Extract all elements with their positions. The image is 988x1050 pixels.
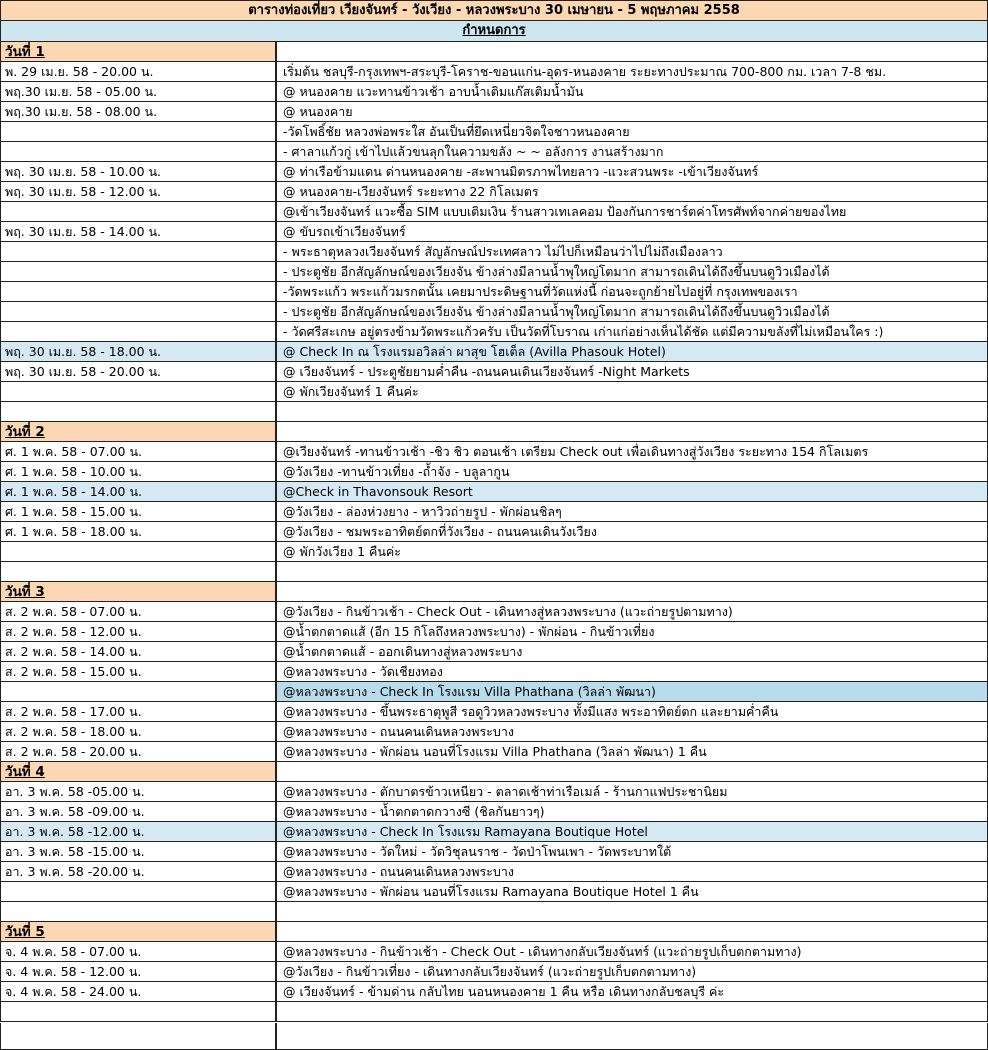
itinerary-row [0, 102, 988, 122]
time-cell: ส. 2 พ.ค. 58 - 17.00 น. [0, 702, 277, 721]
time-cell: จ. 4 พ.ค. 58 - 12.00 น. [0, 962, 277, 981]
time-cell: ส. 2 พ.ค. 58 - 18.00 น. [0, 722, 277, 741]
time-cell: อา. 3 พ.ค. 58 -15.00 น. [0, 842, 277, 861]
filler-time-cell [0, 1023, 277, 1049]
time-cell: อา. 3 พ.ค. 58 -05.00 น. [0, 782, 277, 801]
itinerary-row [0, 662, 988, 682]
time-cell: พฤ. 30 เม.ย. 58 - 12.00 น. [0, 182, 277, 201]
day-label-text: วันที่ 1 [5, 44, 45, 60]
time-cell [0, 542, 277, 561]
time-cell: ศ. 1 พ.ค. 58 - 14.00 น. [0, 482, 277, 501]
itinerary-row [0, 682, 988, 702]
time-cell [0, 282, 277, 301]
itinerary-row [0, 962, 988, 982]
itinerary-row [0, 462, 988, 482]
sheet-title: ตารางท่องเที่ยว เวียงจันทร์ - วังเวียง - หลวงพระบาง 30 เมษายน - 5 พฤษภาคม 2558 [0, 0, 988, 21]
activity-cell: @ Check In ณ โรงแรมอวิลล่า ผาสุข โฮเต็ล (Avilla Phasouk Hotel) [277, 342, 988, 361]
activity-cell: @หลวงพระบาง - ตักบาตรข้าวเหนียว - ตลาดเช้าท่าเรือเมล์ - ร้านกาแฟประชานิยม [277, 782, 988, 801]
activity-cell: @ ท่าเรือข้ามแดน ด่านหนองคาย -สะพานมิตรภาพไทยลาว -แวะสวนพระ -เข้าเวียงจันทร์ [277, 162, 988, 181]
activity-cell: @น้ำตกตาดแส้ (อีก 15 กิโลถึงหลวงพระบาง) - พักผ่อน - กินข้าวเที่ยง [277, 622, 988, 641]
activity-cell: @ หนองคาย [277, 102, 988, 121]
time-cell: อา. 3 พ.ค. 58 -20.00 น. [0, 862, 277, 881]
time-cell [0, 382, 277, 401]
time-cell [0, 562, 277, 581]
activity-cell: @น้ำตกตาดแส้ - ออกเดินทางสู่หลวงพระบาง [277, 642, 988, 661]
activity-cell: @เข้าเวียงจันทร์ แวะซื้อ SIM แบบเติมเงิน ร้านสาวเทเลคอม ป้องกันการชาร์ตค่าโทรศัพท์จากค่ายของไทย [277, 202, 988, 221]
day-header-row [0, 42, 988, 62]
itinerary-row [0, 382, 988, 402]
sheet-subtitle: กำหนดการ [0, 21, 988, 42]
activity-cell [277, 562, 988, 581]
time-cell: จ. 4 พ.ค. 58 - 24.00 น. [0, 982, 277, 1001]
itinerary-row [0, 782, 988, 802]
activity-cell: - พระธาตุหลวงเวียงจันทร์ สัญลักษณ์ประเทศลาว ไม่ไปก็เหมือนว่าไปไม่ถึงเมืองลาว [277, 242, 988, 261]
itinerary-row [0, 242, 988, 262]
activity-cell: @หลวงพระบาง - ถนนคนเดินหลวงพระบาง [277, 722, 988, 741]
day-label-text: วันที่ 2 [5, 424, 45, 440]
activity-cell: @ หนองคาย-เวียงจันทร์ ระยะทาง 22 กิโลเมตร [277, 182, 988, 201]
itinerary-row [0, 342, 988, 362]
time-cell: พฤ. 30 เม.ย. 58 - 14.00 น. [0, 222, 277, 241]
activity-cell: @หลวงพระบาง - วัดใหม่ - วัดวิชุลนราช - วัดป่าโพนเพา - วัดพระบาทใต้ [277, 842, 988, 861]
activity-cell: @หลวงพระบาง - พักผ่อน นอนที่โรงแรม Villa Phathana (วิลล่า พัฒนา) 1 คืน [277, 742, 988, 761]
itinerary-row [0, 222, 988, 242]
time-cell: อา. 3 พ.ค. 58 -12.00 น. [0, 822, 277, 841]
activity-cell: @หลวงพระบาง - พักผ่อน นอนที่โรงแรม Ramayana Boutique Hotel 1 คืน [277, 882, 988, 901]
table-bottom-filler [0, 1023, 988, 1050]
time-cell: พฤ. 30 เม.ย. 58 - 18.00 น. [0, 342, 277, 361]
time-cell [0, 882, 277, 901]
time-cell: ส. 2 พ.ค. 58 - 12.00 น. [0, 622, 277, 641]
time-cell: พฤ.30 เม.ย. 58 - 08.00 น. [0, 102, 277, 121]
time-cell: ศ. 1 พ.ค. 58 - 10.00 น. [0, 462, 277, 481]
time-cell [0, 1002, 277, 1021]
time-cell [0, 242, 277, 261]
itinerary-row [0, 622, 988, 642]
itinerary-row [0, 182, 988, 202]
activity-cell: @หลวงพระบาง - วัดเชียงทอง [277, 662, 988, 681]
activity-cell: @เวียงจันทร์ -ทานข้าวเช้า -ชิว ชิว ตอนเช้า เตรียม Check out เพื่อเดินทางสู่วังเวียง ระยะทาง 154 กิโลเมตร [277, 442, 988, 461]
time-cell [0, 302, 277, 321]
itinerary-row [0, 322, 988, 342]
day-header-row [0, 582, 988, 602]
time-cell: ส. 2 พ.ค. 58 - 14.00 น. [0, 642, 277, 661]
activity-cell: เริ่มต้น ชลบุรี-กรุงเทพฯ-สระบุรี-โคราช-ขอนแก่น-อุดร-หนองคาย ระยะทางประมาณ 700-800 กม. เวลา 7-8 ชม. [277, 62, 988, 81]
itinerary-row [0, 262, 988, 282]
itinerary-row [0, 982, 988, 1002]
itinerary-row [0, 542, 988, 562]
activity-cell: @ หนองคาย แวะทานข้าวเช้า อาบน้ำเติมแก๊สเติมน้ำมัน [277, 82, 988, 101]
activity-cell [277, 1002, 988, 1021]
activity-cell: @ เวียงจันทร์ - ประตูชัยยามค่ำคืน -ถนนคนเดินเวียงจันทร์ -Night Markets [277, 362, 988, 381]
activity-cell [277, 582, 988, 601]
activity-cell [277, 422, 988, 441]
day-header-row [0, 762, 988, 782]
activity-cell: @วังเวียง - ชมพระอาทิตย์ตกที่วังเวียง - ถนนคนเดินวังเวียง [277, 522, 988, 541]
day-label-text: วันที่ 5 [5, 924, 45, 940]
activity-cell: @หลวงพระบาง - Check In โรงแรม Ramayana Boutique Hotel [277, 822, 988, 841]
itinerary-row [0, 722, 988, 742]
itinerary-row [0, 522, 988, 542]
day-label-text: วันที่ 3 [5, 584, 45, 600]
time-cell: จ. 4 พ.ค. 58 - 07.00 น. [0, 942, 277, 961]
time-cell: พฤ.30 เม.ย. 58 - 05.00 น. [0, 82, 277, 101]
itinerary-row [0, 142, 988, 162]
day-header-row [0, 922, 988, 942]
itinerary-row [0, 162, 988, 182]
time-cell: ศ. 1 พ.ค. 58 - 18.00 น. [0, 522, 277, 541]
day-header-row [0, 422, 988, 442]
activity-cell: -วัดโพธิ์ชัย หลวงพ่อพระใส อันเป็นที่ยึดเหนี่ยวจิตใจชาวหนองคาย [277, 122, 988, 141]
time-cell [0, 682, 277, 701]
activity-cell: @วังเวียง - ล่องห่วงยาง - หาวิวถ่ายรูป - พักผ่อนชิลๆ [277, 502, 988, 521]
time-cell [0, 122, 277, 141]
itinerary-row [0, 82, 988, 102]
activity-cell [277, 922, 988, 941]
time-cell [0, 322, 277, 341]
activity-cell: @หลวงพระบาง - ขึ้นพระธาตุพูสี รอดูวิวหลวงพระบาง ทั้งมีแสง พระอาทิตย์ตก และยามค่ำคืน [277, 702, 988, 721]
time-cell: พฤ. 30 เม.ย. 58 - 10.00 น. [0, 162, 277, 181]
time-cell: ส. 2 พ.ค. 58 - 07.00 น. [0, 602, 277, 621]
time-cell: พ. 29 เม.ย. 58 - 20.00 น. [0, 62, 277, 81]
time-cell: ศ. 1 พ.ค. 58 - 15.00 น. [0, 502, 277, 521]
activity-cell: @ พักเวียงจันทร์ 1 คืนค่ะ [277, 382, 988, 401]
time-cell [0, 262, 277, 281]
activity-cell: - ประตูชัย อีกสัญลักษณ์ของเวียงจัน ข้างล่างมีลานน้ำพุใหญ่โตมาก สามารถเดินได้ถึงขึ้นบนดูวิวเมืองได้ [277, 262, 988, 281]
day-label [0, 422, 277, 441]
itinerary-row [0, 502, 988, 522]
itinerary-row [0, 282, 988, 302]
time-cell: ส. 2 พ.ค. 58 - 20.00 น. [0, 742, 277, 761]
itinerary-row [0, 882, 988, 902]
itinerary-row [0, 802, 988, 822]
time-cell [0, 202, 277, 221]
activity-cell: @หลวงพระบาง - Check In โรงแรม Villa Phathana (วิลล่า พัฒนา) [277, 682, 988, 701]
day-label [0, 582, 277, 601]
activity-cell: @ เวียงจันทร์ - ข้ามด่าน กลับไทย นอนหนองคาย 1 คืน หรือ เดินทางกลับชลบุรี ค่ะ [277, 982, 988, 1001]
activity-cell [277, 902, 988, 921]
itinerary-row [0, 202, 988, 222]
itinerary-row [0, 862, 988, 882]
itinerary-row [0, 742, 988, 762]
itinerary-row [0, 702, 988, 722]
activity-cell: @หลวงพระบาง - ถนนคนเดินหลวงพระบาง [277, 862, 988, 881]
time-cell: ศ. 1 พ.ค. 58 - 07.00 น. [0, 442, 277, 461]
itinerary-row [0, 602, 988, 622]
activity-cell: @หลวงพระบาง - น้ำตกตาดกวางซี (ชิลกันยาวๆ) [277, 802, 988, 821]
activity-cell: - ศาลาแก้วกู่ เข้าไปแล้วขนลุกในความขลัง ~ ~ อลังการ งานสร้างมาก [277, 142, 988, 161]
time-cell: อา. 3 พ.ค. 58 -09.00 น. [0, 802, 277, 821]
itinerary-row [0, 442, 988, 462]
activity-cell: @วังเวียง -ทานข้าวเที่ยง -ถ้ำจัง - บลูลากูน [277, 462, 988, 481]
itinerary-row [0, 842, 988, 862]
activity-cell: @วังเวียง - กินข้าวเที่ยง - เดินทางกลับเวียงจันทร์ (แวะถ่ายรูปเก็บตกตามทาง) [277, 962, 988, 981]
itinerary-row [0, 362, 988, 382]
activity-cell: @ ขับรถเข้าเวียงจันทร์ [277, 222, 988, 241]
itinerary-row [0, 122, 988, 142]
activity-cell: - ประตูชัย อีกสัญลักษณ์ของเวียงจัน ข้างล่างมีลานน้ำพุใหญ่โตมาก สามารถเดินได้ถึงขึ้นบนดูวิวเมืองได้ [277, 302, 988, 321]
activity-cell [277, 762, 988, 781]
time-cell: ส. 2 พ.ค. 58 - 15.00 น. [0, 662, 277, 681]
day-label [0, 922, 277, 941]
activity-cell [277, 402, 988, 421]
itinerary-row [0, 482, 988, 502]
activity-cell: @ พักวังเวียง 1 คืนค่ะ [277, 542, 988, 561]
activity-cell: - วัดศรีสะเกษ อยู่ตรงข้ามวัดพระแก้วครับ เป็นวัดที่โบราณ เก่าแก่อย่างเห็นได้ชัด แต่มีความขลังที่ไม่เหมือนใคร :) [277, 322, 988, 341]
itinerary-row [0, 942, 988, 962]
time-cell [0, 142, 277, 161]
itinerary-row [0, 562, 988, 582]
itinerary-row [0, 302, 988, 322]
itinerary-row [0, 642, 988, 662]
time-cell: พฤ. 30 เม.ย. 58 - 20.00 น. [0, 362, 277, 381]
activity-cell: @วังเวียง - กินข้าวเช้า - Check Out - เดินทางสู่หลวงพระบาง (แวะถ่ายรูปตามทาง) [277, 602, 988, 621]
activity-cell: @Check in Thavonsouk Resort [277, 482, 988, 501]
time-cell [0, 902, 277, 921]
itinerary-row [0, 62, 988, 82]
itinerary-row [0, 822, 988, 842]
day-label [0, 762, 277, 781]
activity-cell: -วัดพระแก้ว พระแก้วมรกตนั้น เคยมาประดิษฐานที่วัดแห่งนี้ ก่อนจะถูกย้ายไปอยู่ที่ กรุงเทพของเรา [277, 282, 988, 301]
itinerary-row [0, 1002, 988, 1022]
day-label [0, 42, 277, 61]
activity-cell [277, 42, 988, 61]
filler-activity-cell [277, 1023, 988, 1049]
time-cell [0, 402, 277, 421]
itinerary-row [0, 902, 988, 922]
itinerary-row [0, 402, 988, 422]
activity-cell: @หลวงพระบาง - กินข้าวเช้า - Check Out - เดินทางกลับเวียงจันทร์ (แวะถ่ายรูปเก็บตกตามทาง) [277, 942, 988, 961]
day-label-text: วันที่ 4 [5, 764, 45, 780]
